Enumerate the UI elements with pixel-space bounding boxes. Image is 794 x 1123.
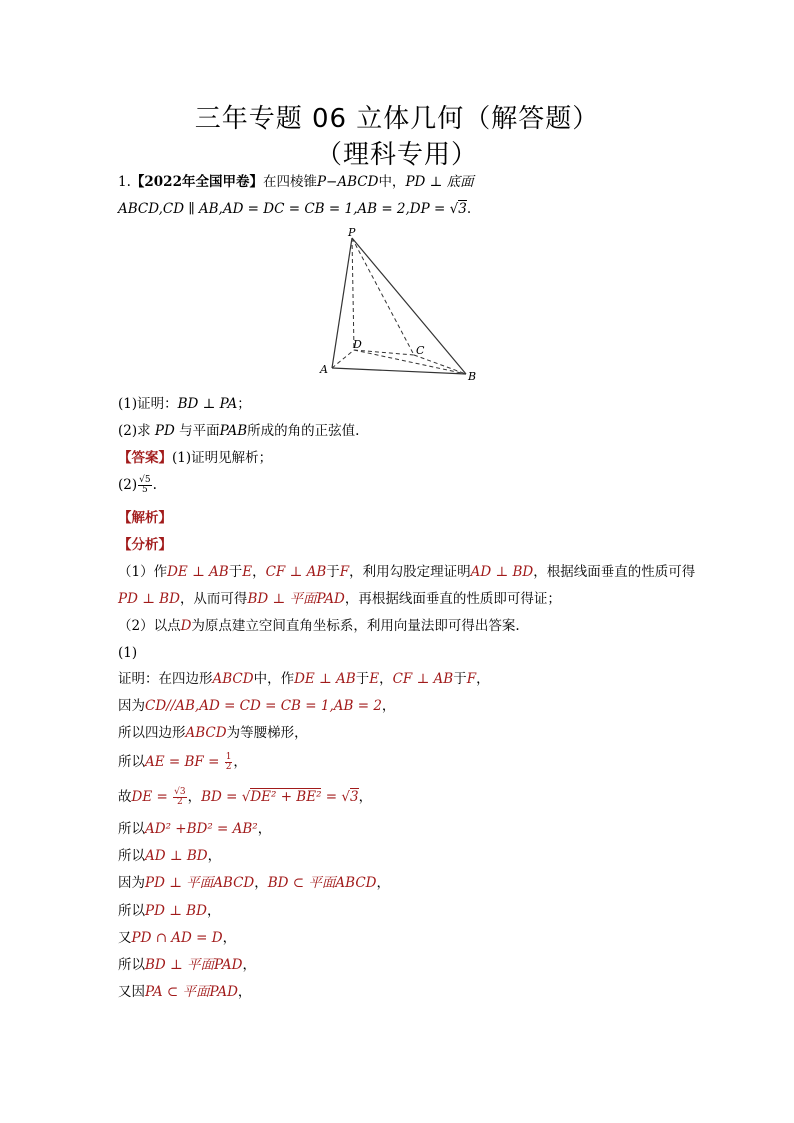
math: DE ⊥ AB <box>167 564 229 580</box>
math: AD ⊥ BD <box>470 564 534 580</box>
fenxi-line3 <box>118 617 520 635</box>
answer-part1: (1)证明见解析； <box>172 450 273 466</box>
math: PAD <box>214 957 243 973</box>
question-2 <box>118 422 359 440</box>
problem-source: 【2022年全国甲卷】 <box>130 174 263 190</box>
solution-line8 <box>118 874 390 892</box>
text: ， <box>242 957 256 973</box>
math: ABCD <box>212 671 254 687</box>
math: BD ⊥ 平面 <box>145 957 215 973</box>
answer-fraction: $\frac{√5}{5}$ <box>139 475 151 495</box>
text: ， <box>222 930 237 946</box>
text: ， <box>187 789 202 805</box>
problem-number: 1. <box>118 174 131 190</box>
text: ， <box>476 671 490 687</box>
solution-line7 <box>118 847 221 865</box>
text: 证明：在四边形 <box>118 671 213 687</box>
solution-line3 <box>118 724 308 742</box>
question-text: 所成的角的正弦值. <box>247 423 360 439</box>
text: 又 <box>118 930 132 946</box>
solution-line10 <box>118 929 236 947</box>
question-text: (2)求 <box>118 423 155 439</box>
problem-text: 中， <box>378 174 406 190</box>
solution-part-label: (1) <box>118 645 138 661</box>
problem-condition: PD ⊥ 底面 <box>405 174 474 190</box>
math: E <box>242 564 253 580</box>
text: （2）以点 <box>118 618 181 634</box>
math: AE = BF = <box>145 754 224 770</box>
label-p: P <box>348 226 356 239</box>
solution-line9 <box>118 902 220 920</box>
solution-line2 <box>118 697 395 715</box>
answer-prefix: (2) <box>118 477 138 493</box>
fraction-numerator: 5 <box>144 475 151 485</box>
problem-statement-line1 <box>118 173 474 191</box>
text: ，利用勾股定理证明 <box>349 564 471 580</box>
question-math: PAB <box>219 423 248 439</box>
fraction-numerator: 1 <box>225 752 232 762</box>
text: 因为 <box>118 698 145 714</box>
math: ABCD <box>185 725 227 741</box>
math: AD² +BD² = AB² <box>145 821 258 837</box>
text: 因为 <box>118 875 145 891</box>
text: ，再根据线面垂直的性质即可得证； <box>344 591 561 607</box>
text: 所以 <box>118 903 145 919</box>
text: 于 <box>355 671 370 687</box>
edge-pa <box>332 238 352 368</box>
math: F <box>466 671 477 687</box>
problem-statement-line2: ABCD,CD ∥ AB,AD = DC = CB = 1,AB = 2,DP = √3. <box>118 201 472 217</box>
text: ， <box>254 875 268 891</box>
text: ， <box>381 698 396 714</box>
sqrt-value: 3 <box>458 201 467 217</box>
text: 所以 <box>118 848 145 864</box>
math: PD ⊥ BD <box>118 591 180 607</box>
punctuation: ； <box>237 396 251 412</box>
text: ， <box>233 754 247 770</box>
text: ， <box>252 564 266 580</box>
math: E <box>369 671 380 687</box>
answer-label: 【答案】 <box>118 450 172 466</box>
math: PD ⊥ BD <box>145 903 207 919</box>
text: ， <box>257 821 272 837</box>
radicand: DE² + BE² <box>250 789 322 805</box>
text: 故 <box>118 789 132 805</box>
text: ， <box>206 903 221 919</box>
punctuation: . <box>152 477 157 493</box>
answer-line <box>118 449 272 467</box>
document-title: 三年专题 06 立体几何（解答题） <box>194 104 600 134</box>
math: CF ⊥ AB <box>392 671 454 687</box>
edge-dc <box>354 350 414 355</box>
text: 所以 <box>118 821 145 837</box>
question-math: BD ⊥ PA <box>177 396 238 412</box>
punctuation: . <box>466 201 472 217</box>
edge-pd <box>352 238 354 350</box>
fraction-denominator: 2 <box>176 797 183 807</box>
math: PAD <box>316 591 345 607</box>
math: PD ⊥ 平面 <box>145 875 214 891</box>
pyramid-name: P−ABCD <box>316 174 379 190</box>
solution-line1 <box>118 670 490 688</box>
solution-line4 <box>118 753 247 772</box>
label-a: A <box>320 363 328 376</box>
text: 为等腰梯形， <box>226 725 308 741</box>
text: ， <box>379 671 393 687</box>
math: PA ⊂ 平面 <box>145 984 210 1000</box>
text: 所以四边形 <box>118 725 186 741</box>
text: 于 <box>326 564 340 580</box>
fraction: $\frac{√3}{2}$ <box>174 787 186 807</box>
text: ，从而可得 <box>179 591 248 607</box>
fraction-denominator: 2 <box>225 762 232 772</box>
text: 于 <box>228 564 243 580</box>
math: F <box>339 564 350 580</box>
math: BD ⊂ 平面 <box>267 875 336 891</box>
solution-line12 <box>118 983 251 1001</box>
math: ABCD <box>335 875 377 891</box>
math: D <box>180 618 192 634</box>
math: DE = <box>131 789 173 805</box>
edge-ad <box>332 350 354 368</box>
question-math: PD <box>154 423 175 439</box>
fenxi-line2 <box>118 590 561 608</box>
solution-line11 <box>118 956 256 974</box>
question-text: (1)证明： <box>118 396 178 412</box>
text: 又因 <box>118 984 145 1000</box>
fraction-denominator: 5 <box>142 485 148 495</box>
text: 所以 <box>118 957 145 973</box>
edge-ab <box>332 368 466 374</box>
math: CD//AB,AD = CD = CB = 1,AB = 2 <box>145 698 382 714</box>
math: CF ⊥ AB <box>265 564 327 580</box>
label-b: B <box>468 370 477 383</box>
question-1 <box>118 395 251 413</box>
fraction-numerator: 3 <box>179 787 186 797</box>
text: 所以 <box>118 754 145 770</box>
label-c: C <box>416 344 425 357</box>
math: PD ∩ AD = D <box>131 930 223 946</box>
label-d: D <box>353 338 362 351</box>
radicand: 3 <box>350 789 359 805</box>
text: 中，作 <box>253 671 295 687</box>
text: ， <box>237 984 252 1000</box>
text: （1）作 <box>118 564 168 580</box>
solution-line6 <box>118 820 271 838</box>
text: ， <box>358 789 373 805</box>
math: BD ⊥ 平面 <box>247 591 317 607</box>
math: BD = <box>201 789 242 805</box>
text: 于 <box>453 671 467 687</box>
analysis-label: 【解析】 <box>118 510 172 526</box>
problem-conditions: ABCD,CD ∥ AB,AD = DC = CB = 1,AB = 2,DP = <box>118 201 450 217</box>
math: DE ⊥ AB <box>294 671 356 687</box>
text: ， <box>376 875 390 891</box>
text: ，根据线面垂直的性质可得 <box>533 564 696 580</box>
fenxi-label: 【分析】 <box>118 537 172 553</box>
math: PAD <box>209 984 238 1000</box>
math: AD ⊥ BD <box>145 848 208 864</box>
fraction <box>225 753 233 772</box>
text: ， <box>207 848 222 864</box>
math: ABCD <box>213 875 255 891</box>
text: 为原点建立空间直角坐标系，利用向量法即可得出答案. <box>191 618 520 634</box>
solution-line5: 故DE = $\frac{√3}{2}$ ，BD = √DE² + BE² = √3， <box>118 787 373 807</box>
question-text: 与平面 <box>174 423 220 439</box>
problem-text: 在四棱锥 <box>262 174 317 190</box>
pyramid-figure <box>316 224 486 384</box>
answer-part2 <box>118 476 157 495</box>
math: = <box>321 789 342 805</box>
document-subtitle: （理科专用） <box>315 140 478 170</box>
fenxi-line1 <box>118 563 695 581</box>
